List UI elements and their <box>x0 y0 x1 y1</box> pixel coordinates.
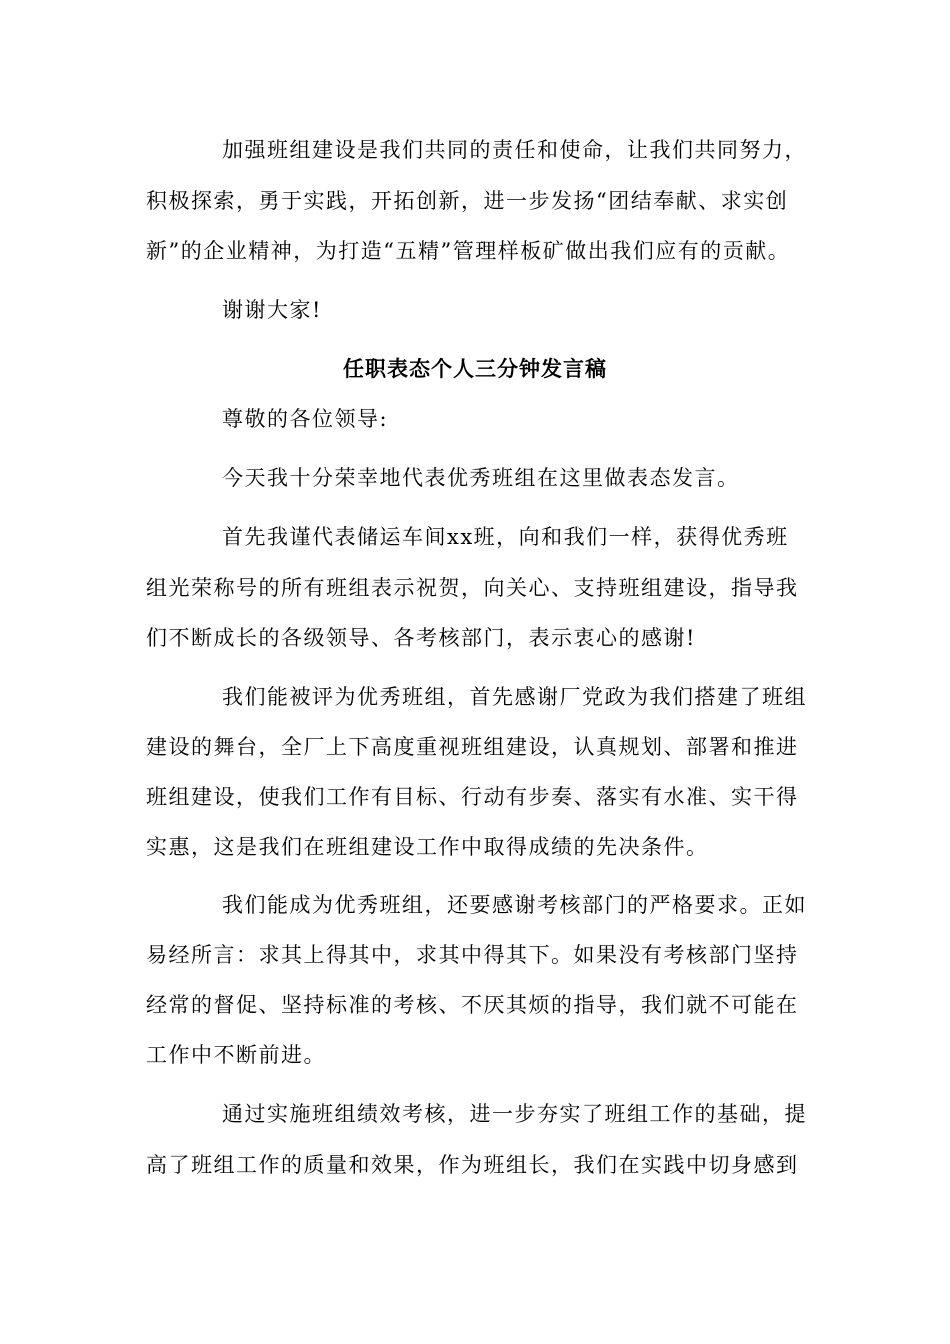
para-4-line-4: 工作中不断前进。 <box>146 1043 326 1067</box>
para-2-line-1: 首先我谨代表储运车间xx班，向和我们一样，获得优秀班 <box>222 525 789 549</box>
para-3-line-4: 实惠，这是我们在班组建设工作中取得成绩的先决条件。 <box>146 835 709 859</box>
para-2-line-3: 们不断成长的各级领导、各考核部门，表示衷心的感谢! <box>146 626 696 650</box>
para-1-line-1: 今天我十分荣幸地代表优秀班组在这里做表态发言。 <box>222 466 740 490</box>
para-5-line-2: 高了班组工作的质量和效果，作为班组长，我们在实践中切身感到 <box>146 1153 799 1177</box>
para-5-line-1: 通过实施班组绩效考核，进一步夯实了班组工作的基础，提 <box>222 1102 807 1126</box>
intro-line-2: 积极探索，勇于实践，开拓创新，进一步发扬“团结奉献、求实创 <box>146 189 789 213</box>
intro-line-1: 加强班组建设是我们共同的责任和使命，让我们共同努力， <box>222 138 807 162</box>
intro-line-3: 新”的企业精神，为打造“五精”管理样板矿做出我们应有的贡献。 <box>146 239 791 263</box>
para-2-line-2: 组光荣称号的所有班组表示祝贺，向关心、支持班组建设，指导我 <box>146 576 799 600</box>
para-3-line-1: 我们能被评为优秀班组，首先感谢厂党政为我们搭建了班组 <box>222 685 807 709</box>
para-4-line-1: 我们能成为优秀班组，还要感谢考核部门的严格要求。正如 <box>222 893 807 917</box>
para-3-line-3: 班组建设，使我们工作有目标、行动有步奏、落实有水准、实干得 <box>146 785 799 809</box>
thanks-text: 谢谢大家! <box>222 298 322 322</box>
document-title: 任职表态个人三分钟发言稿 <box>343 356 607 381</box>
para-3-line-2: 建设的舞台，全厂上下高度重视班组建设，认真规划、部署和推进 <box>146 735 799 759</box>
para-4-line-2: 易经所言：求其上得其中，求其中得其下。如果没有考核部门坚持 <box>146 943 799 967</box>
para-4-line-3: 经常的督促、坚持标准的考核、不厌其烦的指导，我们就不可能在 <box>146 993 799 1017</box>
salutation: 尊敬的各位领导: <box>222 407 389 431</box>
